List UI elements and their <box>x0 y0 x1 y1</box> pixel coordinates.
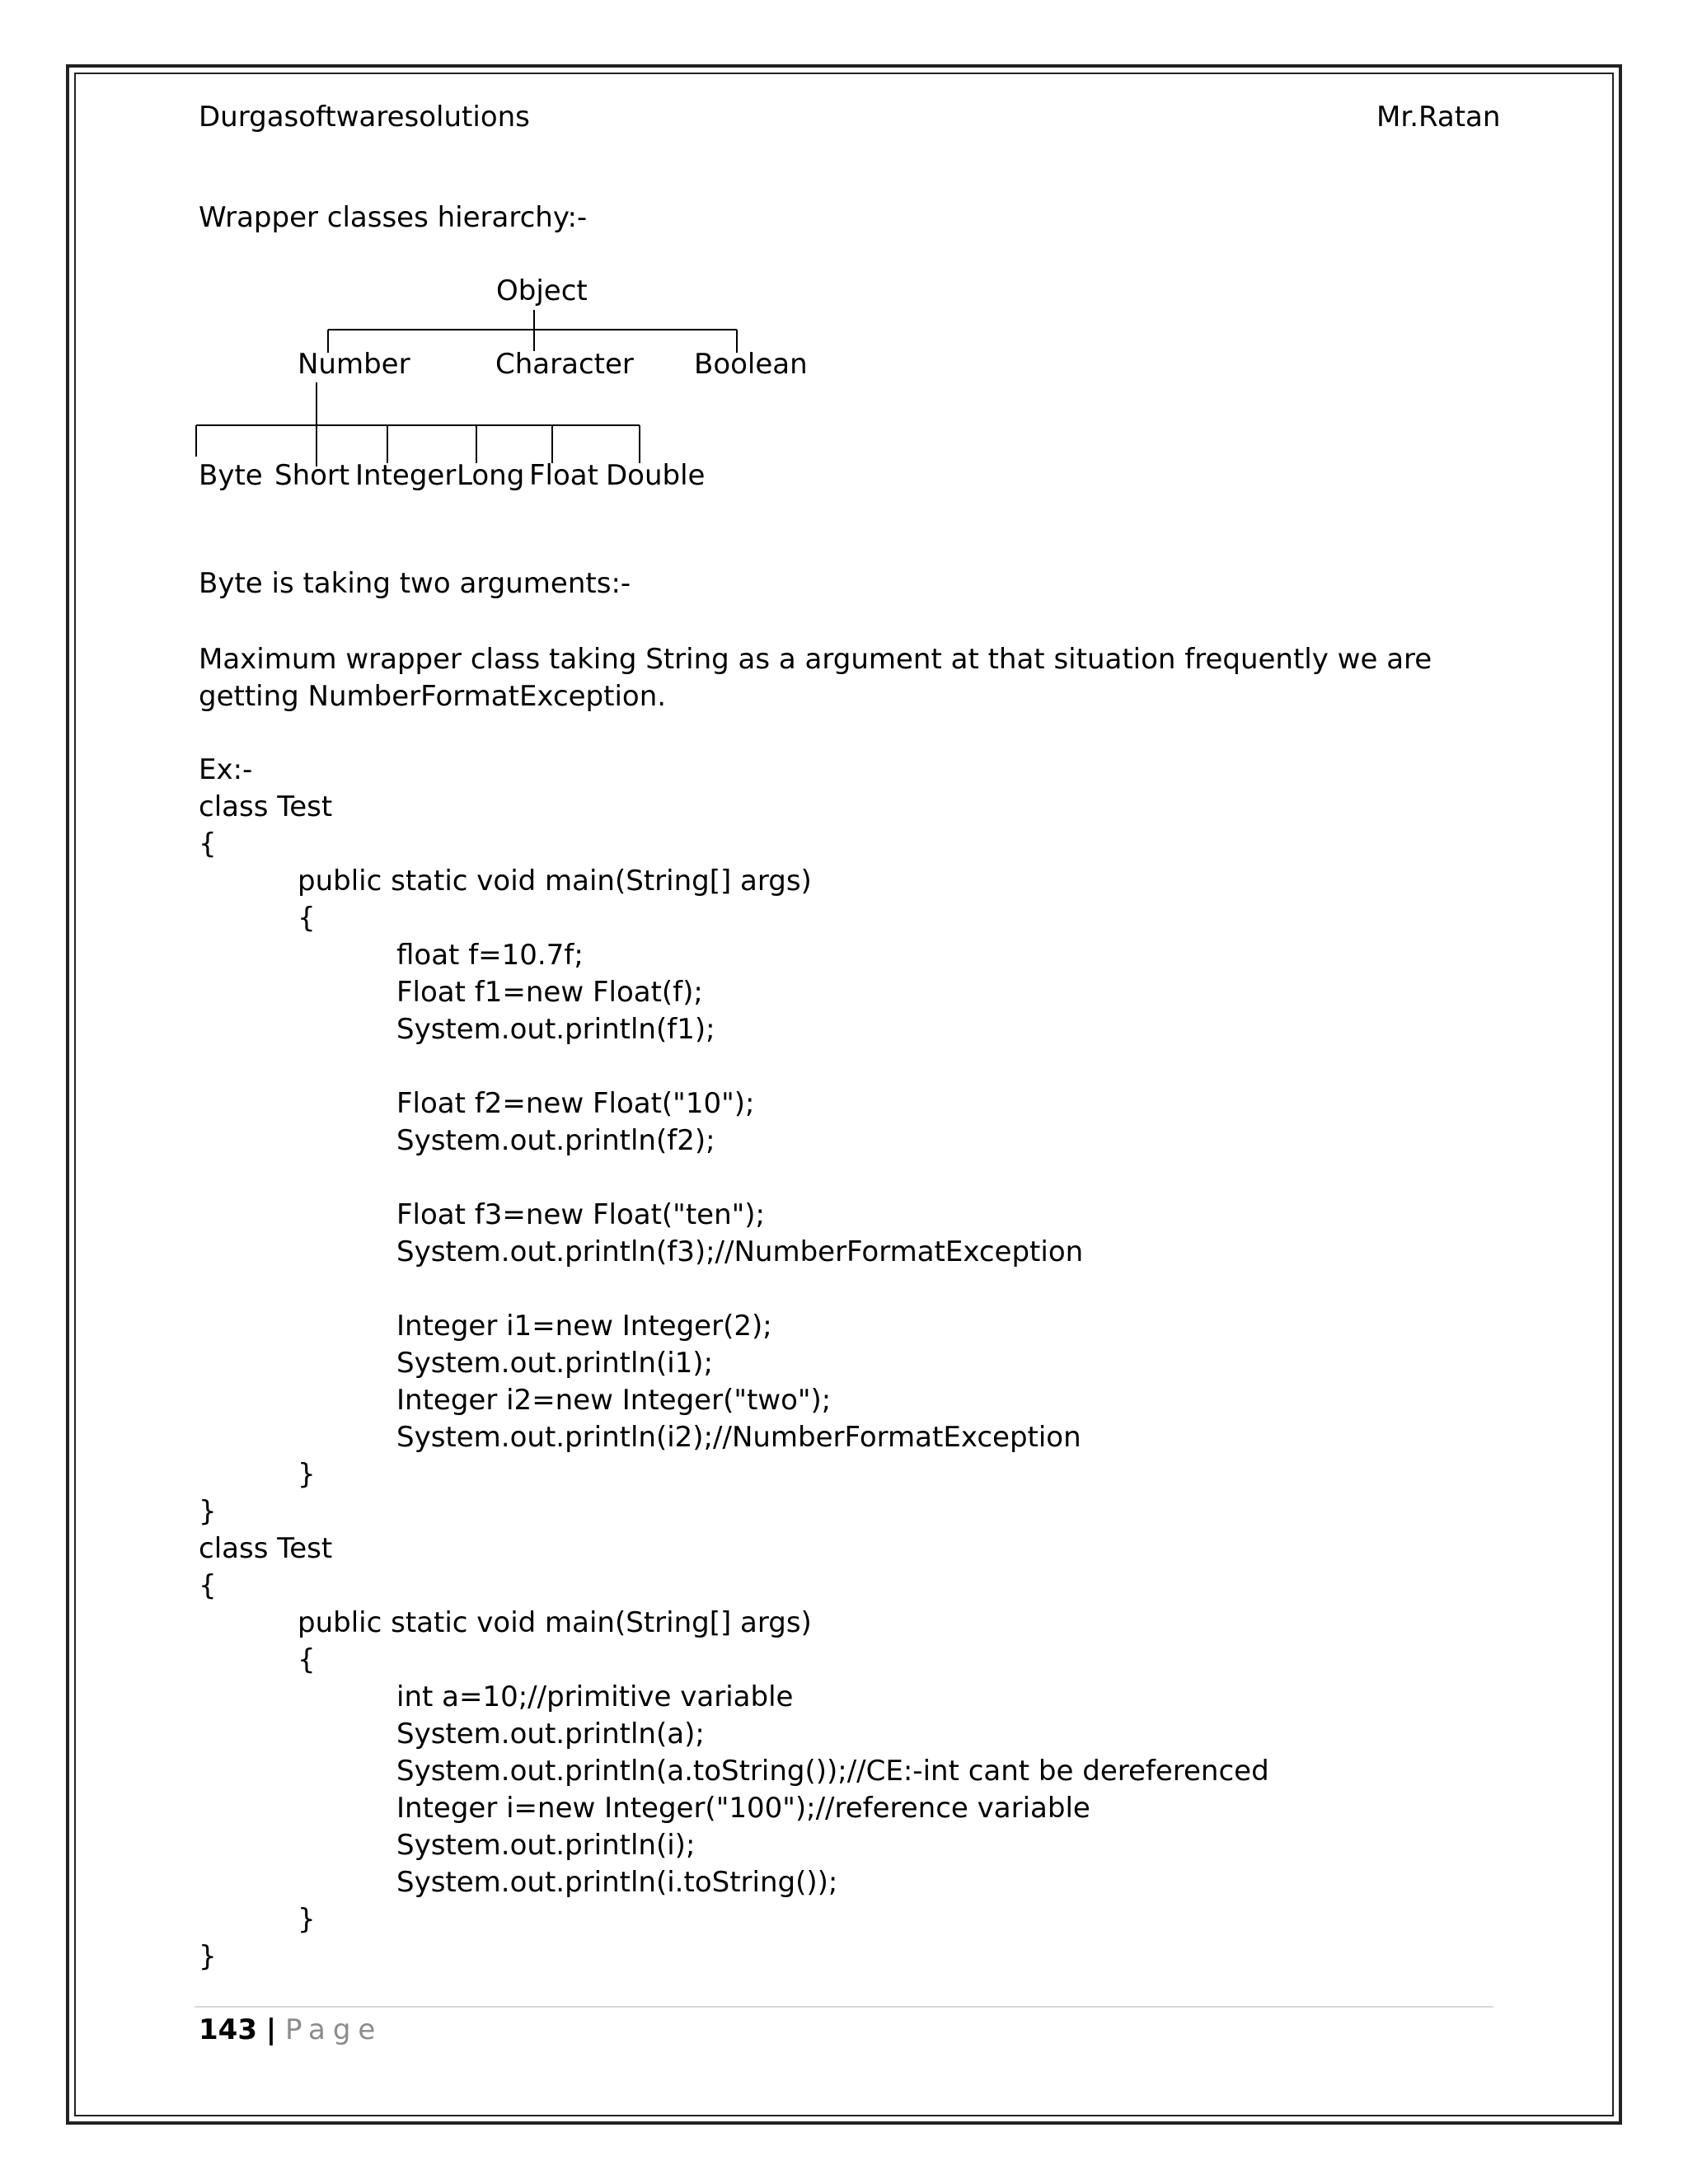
paragraph-number-format: Maximum wrapper class taking String as a argument at that situation frequently we are getting NumberFormatException. <box>199 643 1432 713</box>
code-line: class Test <box>199 1532 333 1565</box>
code-line: System.out.println(i2);//NumberFormatException <box>396 1421 1081 1454</box>
page-label: Page <box>285 2013 383 2046</box>
node-boolean: Boolean <box>694 348 808 381</box>
code-line: Integer i1=new Integer(2); <box>396 1310 772 1343</box>
code-line: System.out.println(f3);//NumberFormatException <box>396 1235 1084 1268</box>
node-number: Number <box>298 348 410 381</box>
code-line: Float f3=new Float("ten"); <box>396 1198 765 1231</box>
node-character: Character <box>495 348 634 381</box>
code-line: Float f2=new Float("10"); <box>396 1087 755 1120</box>
code-line: Integer i=new Integer("100");//reference variable <box>396 1792 1090 1825</box>
code-line <box>199 1160 1269 1197</box>
node-short: Short <box>274 459 350 492</box>
code-line: { <box>199 827 217 860</box>
code-line: System.out.println(a.toString());//CE:-int cant be dereferenced <box>396 1755 1269 1788</box>
code-line: System.out.println(f1); <box>396 1013 715 1046</box>
code-line <box>199 1271 1269 1308</box>
code-line: System.out.println(i1); <box>396 1347 714 1380</box>
node-long: Long <box>457 459 525 492</box>
code-line: float f=10.7f; <box>396 939 584 972</box>
code-line: System.out.println(i); <box>396 1829 696 1862</box>
code-line: public static void main(String[] args) <box>298 1606 812 1639</box>
page-footer <box>199 2012 382 2049</box>
code-line: class Test <box>199 790 333 823</box>
code-line: public static void main(String[] args) <box>298 865 812 898</box>
code-line: } <box>298 1903 316 1936</box>
page-separator: | <box>265 2013 277 2046</box>
code-line: } <box>199 1495 217 1528</box>
node-float: Float <box>529 459 598 492</box>
node-object: Object <box>496 274 588 307</box>
node-integer: Integer <box>355 459 457 492</box>
code-line: System.out.println(a); <box>396 1718 705 1750</box>
code-line: { <box>199 1569 217 1602</box>
code-line: } <box>199 1940 217 1973</box>
header-company: Durgasoftwaresolutions <box>199 101 530 134</box>
code-line: Ex:- <box>199 753 253 786</box>
code-example <box>199 752 1269 1975</box>
code-line: System.out.println(i.toString()); <box>396 1866 838 1899</box>
code-line: { <box>298 1643 316 1676</box>
node-byte: Byte <box>199 459 263 492</box>
paragraph-byte-arguments: Byte is taking two arguments:- <box>199 567 631 600</box>
node-double: Double <box>606 459 706 492</box>
section-title: Wrapper classes hierarchy:- <box>199 201 588 234</box>
code-line: { <box>298 902 316 935</box>
header-author: Mr.Ratan <box>1376 101 1501 134</box>
footer-divider <box>195 2006 1493 2008</box>
code-line: Integer i2=new Integer("two"); <box>396 1384 832 1417</box>
code-line: Float f1=new Float(f); <box>396 976 703 1009</box>
code-line: } <box>298 1458 316 1491</box>
code-line <box>199 1048 1269 1085</box>
page-number: 143 <box>199 2013 257 2046</box>
code-line: int a=10;//primitive variable <box>396 1680 794 1713</box>
code-line: System.out.println(f2); <box>396 1124 715 1157</box>
